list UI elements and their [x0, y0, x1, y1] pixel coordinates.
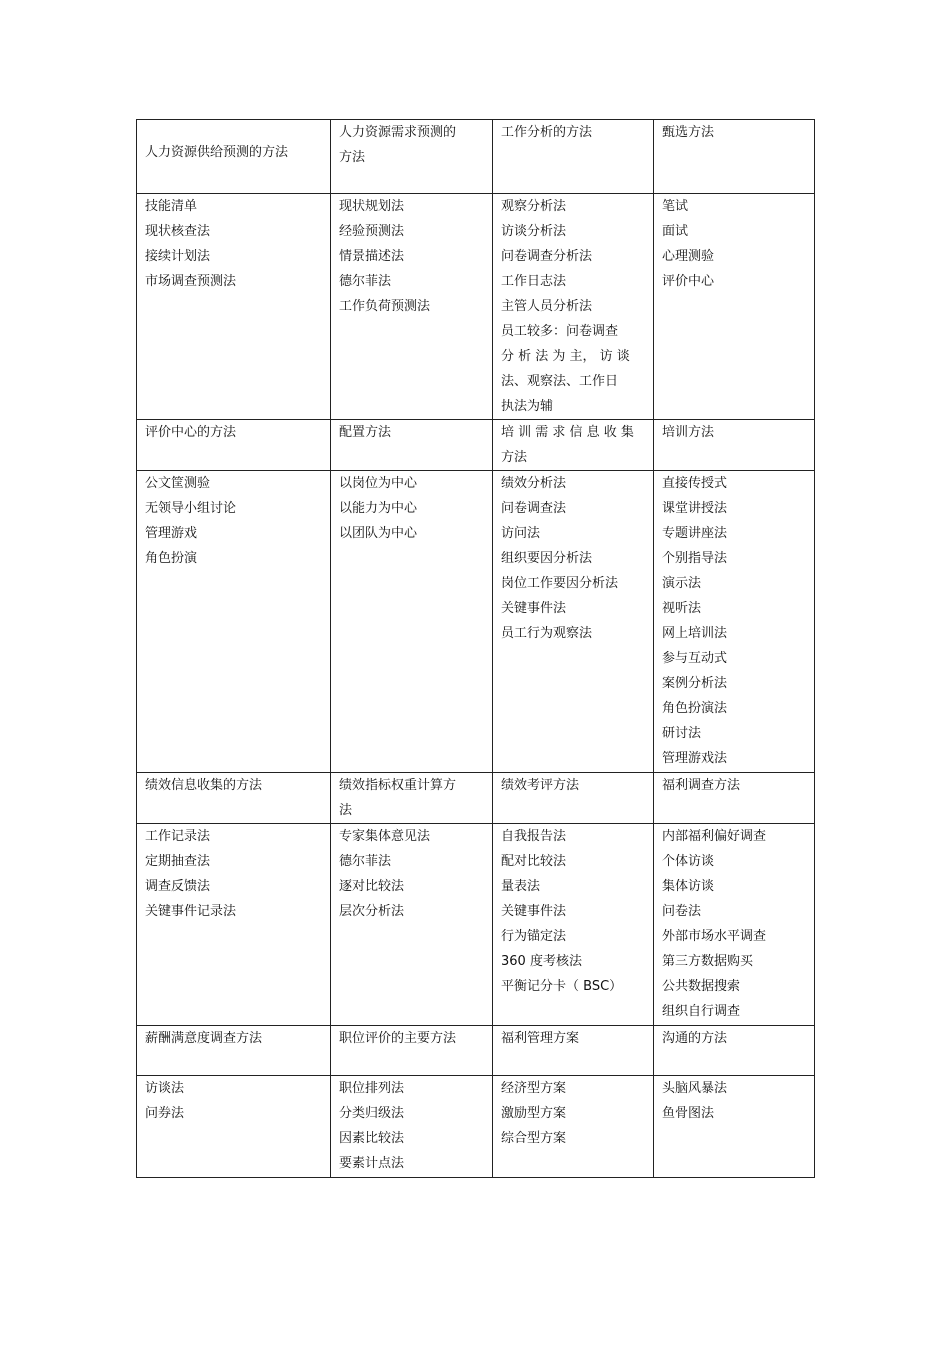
method-item: 市场调查预测法 — [145, 274, 237, 289]
category-label: 福利调查方法 — [662, 778, 741, 793]
method-item: 管理游戏法 — [662, 751, 728, 766]
method-item: 现状规划法 — [339, 199, 405, 214]
category-cell — [137, 120, 331, 194]
category-cell — [654, 1026, 815, 1076]
method-item: 组织自行调查 — [662, 1004, 741, 1019]
method-item: 关键事件法 — [501, 601, 567, 616]
method-item: 法、观察法、工作日 — [501, 374, 619, 389]
methods-cell — [137, 471, 331, 773]
methods-cell — [493, 1076, 654, 1178]
method-item: 分类归级法 — [339, 1106, 405, 1121]
method-item: 情景描述法 — [339, 249, 405, 264]
method-row — [137, 1076, 815, 1178]
method-item: 鱼骨图法 — [662, 1106, 715, 1121]
method-item: 头脑风暴法 — [662, 1081, 728, 1096]
method-item: 行为锚定法 — [501, 929, 567, 944]
method-item: 个别指导法 — [662, 551, 728, 566]
category-label: 沟通的方法 — [662, 1031, 728, 1046]
header-row — [137, 1026, 815, 1076]
method-item: 问券法 — [145, 1106, 185, 1121]
method-item: 分 析 法 为 主， 访 谈 — [501, 349, 630, 364]
method-item: 关键事件法 — [501, 904, 567, 919]
methods-cell — [654, 824, 815, 1026]
category-label: 评价中心的方法 — [145, 425, 237, 440]
method-item: 问卷法 — [662, 904, 702, 919]
methods-cell — [137, 194, 331, 420]
method-item: 平衡记分卡（ BSC） — [501, 979, 623, 994]
method-item: 角色扮演 — [145, 551, 198, 566]
method-item: 以能力为中心 — [339, 501, 418, 516]
method-item: 岗位工作要因分析法 — [501, 576, 619, 591]
method-item: 管理游戏 — [145, 526, 198, 541]
methods-table-body — [137, 120, 815, 1178]
method-item: 问卷调查分析法 — [501, 249, 593, 264]
method-item: 公文筐测验 — [145, 476, 211, 491]
method-item: 调查反馈法 — [145, 879, 211, 894]
methods-cell — [331, 471, 493, 773]
method-item: 组织要因分析法 — [501, 551, 593, 566]
method-item: 角色扮演法 — [662, 701, 728, 716]
method-item: 面试 — [662, 224, 689, 239]
method-item: 关键事件记录法 — [145, 904, 237, 919]
methods-cell — [654, 1076, 815, 1178]
method-item: 演示法 — [662, 576, 702, 591]
method-item: 以团队为中心 — [339, 526, 418, 541]
method-item: 课堂讲授法 — [662, 501, 728, 516]
category-cell — [493, 1026, 654, 1076]
category-label: 人力资源供给预测的方法 — [145, 145, 289, 160]
method-item: 访谈分析法 — [501, 224, 567, 239]
method-item: 以岗位为中心 — [339, 476, 418, 491]
method-item: 访谈法 — [145, 1081, 185, 1096]
method-row — [137, 471, 815, 773]
category-cell — [137, 1026, 331, 1076]
method-row — [137, 824, 815, 1026]
method-item: 量表法 — [501, 879, 541, 894]
method-row — [137, 194, 815, 420]
method-item: 公共数据搜索 — [662, 979, 741, 994]
method-item: 工作日志法 — [501, 274, 567, 289]
method-item: 观察分析法 — [501, 199, 567, 214]
method-item: 笔试 — [662, 199, 689, 214]
method-item: 自我报告法 — [501, 829, 567, 844]
category-label: 绩效考评方法 — [501, 778, 580, 793]
category-cell — [493, 420, 654, 471]
method-item: 心理测验 — [662, 249, 715, 264]
method-item: 网上培训法 — [662, 626, 728, 641]
category-label: 配置方法 — [339, 425, 392, 440]
category-cell — [331, 773, 493, 824]
method-item: 逐对比较法 — [339, 879, 405, 894]
method-item: 配对比较法 — [501, 854, 567, 869]
method-item: 无领导小组讨论 — [145, 501, 237, 516]
method-item: 职位排列法 — [339, 1081, 405, 1096]
method-item: 要素计点法 — [339, 1156, 405, 1171]
methods-cell — [137, 1076, 331, 1178]
method-item: 主管人员分析法 — [501, 299, 593, 314]
method-item: 案例分析法 — [662, 676, 728, 691]
category-cell — [493, 773, 654, 824]
methods-cell — [493, 471, 654, 773]
method-item: 德尔菲法 — [339, 854, 392, 869]
method-item: 工作负荷预测法 — [339, 299, 431, 314]
method-item: 经验预测法 — [339, 224, 405, 239]
category-cell — [331, 420, 493, 471]
category-cell — [654, 120, 815, 194]
category-label: 绩效信息收集的方法 — [145, 778, 263, 793]
methods-cell — [654, 471, 815, 773]
category-label: 培 训 需 求 信 息 收 集 — [501, 425, 634, 440]
method-item: 研讨法 — [662, 726, 702, 741]
category-cell — [331, 120, 493, 194]
method-item: 因素比较法 — [339, 1131, 405, 1146]
methods-cell — [493, 194, 654, 420]
methods-cell — [331, 824, 493, 1026]
method-item: 专题讲座法 — [662, 526, 728, 541]
method-item: 经济型方案 — [501, 1081, 567, 1096]
methods-cell — [654, 194, 815, 420]
header-row — [137, 420, 815, 471]
category-label: 职位评价的主要方法 — [339, 1031, 457, 1046]
method-item: 层次分析法 — [339, 904, 405, 919]
method-item: 360 度考核法 — [501, 954, 582, 969]
method-item: 执法为辅 — [501, 399, 554, 414]
method-item: 定期抽查法 — [145, 854, 211, 869]
category-label: 福利管理方案 — [501, 1031, 580, 1046]
category-label: 人力资源需求预测的 — [339, 125, 457, 140]
category-label: 方法 — [339, 150, 366, 165]
method-item: 员工行为观察法 — [501, 626, 593, 641]
category-label: 法 — [339, 803, 353, 818]
methods-cell — [493, 824, 654, 1026]
method-item: 综合型方案 — [501, 1131, 567, 1146]
category-label: 培训方法 — [662, 425, 715, 440]
category-cell — [137, 420, 331, 471]
methods-table — [136, 119, 815, 1178]
method-item: 专家集体意见法 — [339, 829, 431, 844]
category-label: 绩效指标权重计算方 — [339, 778, 457, 793]
method-item: 集体访谈 — [662, 879, 715, 894]
header-row — [137, 120, 815, 194]
method-item: 工作记录法 — [145, 829, 211, 844]
category-cell — [137, 773, 331, 824]
method-item: 内部福利偏好调查 — [662, 829, 767, 844]
method-item: 直接传授式 — [662, 476, 728, 491]
category-cell — [654, 773, 815, 824]
category-label: 工作分析的方法 — [501, 125, 593, 140]
category-label: 薪酬满意度调查方法 — [145, 1031, 263, 1046]
category-cell — [493, 120, 654, 194]
method-item: 访问法 — [501, 526, 541, 541]
methods-cell — [331, 1076, 493, 1178]
method-item: 接续计划法 — [145, 249, 211, 264]
methods-cell — [331, 194, 493, 420]
method-item: 评价中心 — [662, 274, 715, 289]
method-item: 德尔菲法 — [339, 274, 392, 289]
method-item: 外部市场水平调查 — [662, 929, 767, 944]
method-item: 参与互动式 — [662, 651, 728, 666]
category-cell — [331, 1026, 493, 1076]
methods-cell — [137, 824, 331, 1026]
header-row — [137, 773, 815, 824]
method-item: 现状核查法 — [145, 224, 211, 239]
category-label: 甄选方法 — [662, 125, 715, 140]
method-item: 绩效分析法 — [501, 476, 567, 491]
method-item: 个体访谈 — [662, 854, 715, 869]
method-item: 技能清单 — [145, 199, 198, 214]
method-item: 员工较多：问卷调查 — [501, 324, 619, 339]
method-item: 第三方数据购买 — [662, 954, 754, 969]
method-item: 视听法 — [662, 601, 702, 616]
category-cell — [654, 420, 815, 471]
method-item: 问卷调查法 — [501, 501, 567, 516]
category-label: 方法 — [501, 450, 528, 465]
method-item: 激励型方案 — [501, 1106, 567, 1121]
